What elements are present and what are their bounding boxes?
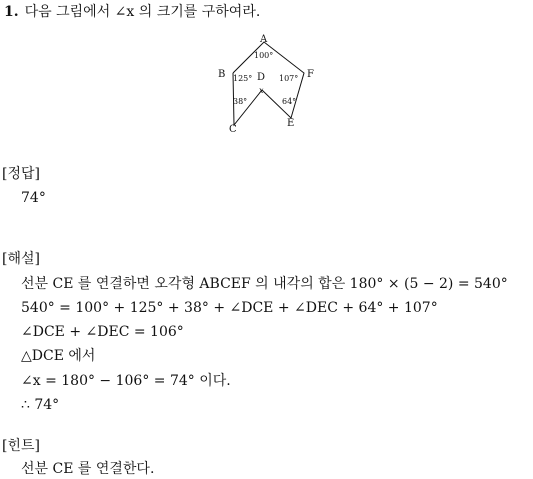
answer-heading: [정답]: [2, 166, 40, 182]
solution-line: ∠DCE + ∠DEC = 106°: [21, 324, 184, 340]
question-line: [4, 3, 260, 21]
hint-heading: [힌트]: [2, 438, 40, 454]
angle-label-c: 38°: [233, 97, 248, 106]
question-number: 1.: [4, 4, 19, 20]
hint-text: 선분 CE 를 연결한다.: [21, 461, 155, 477]
point-label-a: A: [260, 34, 268, 45]
angle-label-f: 107°: [279, 74, 299, 83]
point-label-c: C: [229, 124, 237, 135]
solution-line: 선분 CE 를 연결하면 오각형 ABCEF 의 내각의 합은 180° × (5 − 2) = 540°: [21, 276, 508, 292]
solution-line: 540° = 100° + 125° + 38° + ∠DCE + ∠DEC + 64° + 107°: [21, 300, 438, 316]
answer-value: 74°: [21, 190, 46, 206]
angle-label-x: x: [259, 86, 264, 95]
solution-conclusion: ∴ 74°: [21, 397, 60, 413]
point-label-f: F: [307, 69, 314, 80]
solution-line: ∠x = 180° − 106° = 74° 이다.: [21, 373, 231, 389]
solution-heading: [해설]: [2, 251, 40, 267]
point-label-e: E: [287, 118, 295, 129]
point-label-d: D: [257, 72, 266, 83]
angle-label-a: 100°: [254, 51, 274, 60]
solution-line: △DCE 에서: [21, 348, 96, 364]
angle-label-e: 64°: [282, 97, 297, 106]
point-label-b: B: [218, 69, 226, 80]
question-text: 다음 그림에서 ∠x 의 크기를 구하여라.: [24, 4, 261, 20]
geometry-figure: [200, 30, 320, 140]
angle-label-b: 125°: [233, 74, 253, 83]
